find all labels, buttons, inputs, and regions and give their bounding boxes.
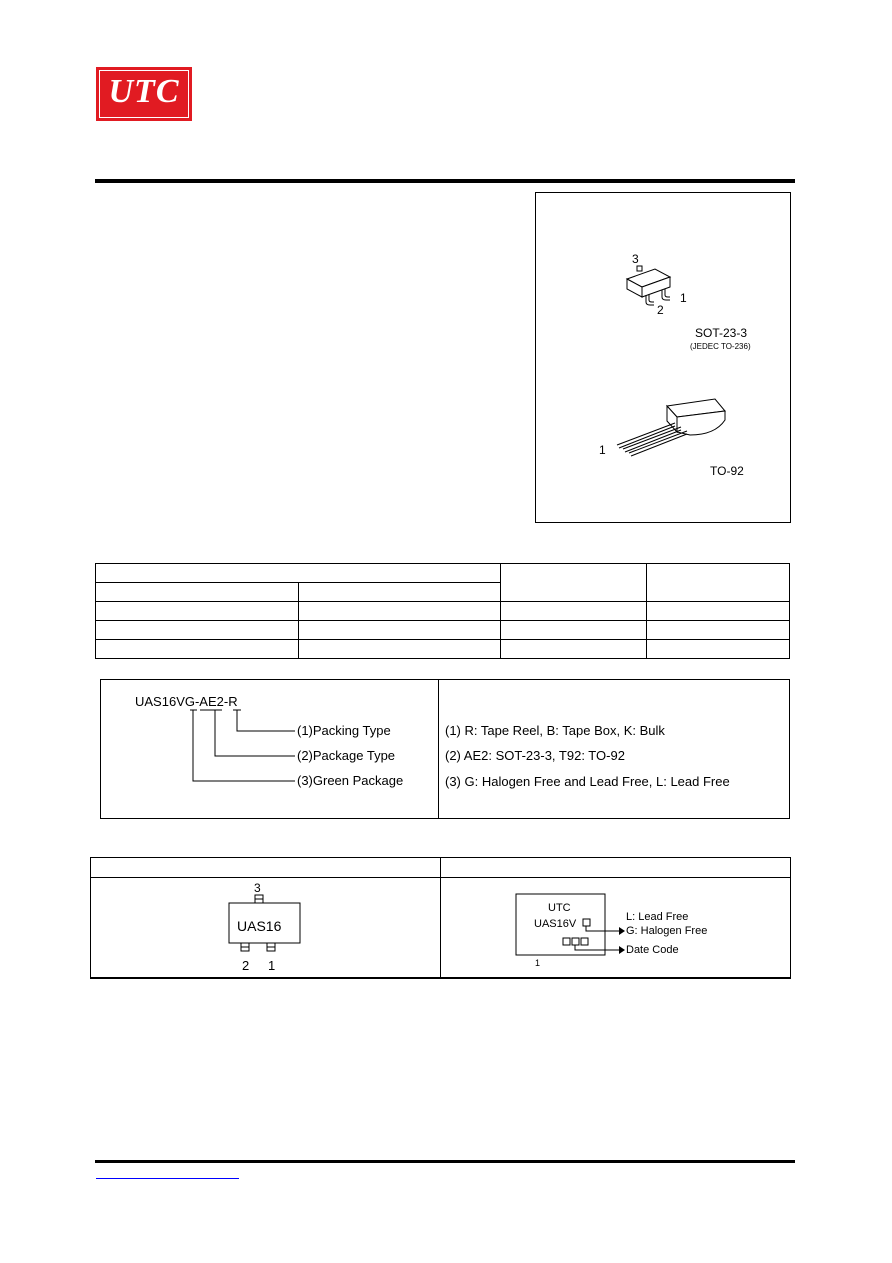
sot23-pin1-label: 1 <box>680 291 687 305</box>
table-cell <box>501 602 646 621</box>
legend-lead-free: L: Lead Free <box>626 911 689 923</box>
table-cell <box>96 564 501 583</box>
sot23-package-subtitle: (JEDEC TO-236) <box>690 342 751 351</box>
part-note-3: (3) G: Halogen Free and Lead Free, L: Lead Free <box>445 774 730 789</box>
table-cell <box>96 640 299 659</box>
table-cell <box>646 640 789 659</box>
table-cell <box>501 640 646 659</box>
to92-pin1-label: 1 <box>599 443 606 457</box>
marking-divider <box>440 857 441 979</box>
mark-to92-line1: UTC <box>548 902 571 914</box>
sot23-package-name: SOT-23-3 <box>695 326 748 340</box>
part-label-1: (1)Packing Type <box>297 723 391 738</box>
table-cell <box>96 621 299 640</box>
footer-link-underline[interactable] <box>96 1178 239 1179</box>
part-note-1: (1) R: Tape Reel, B: Tape Box, K: Bulk <box>445 723 665 738</box>
table-cell <box>299 602 501 621</box>
table-cell <box>96 583 299 602</box>
ordering-table <box>95 563 790 659</box>
package-box <box>535 192 791 523</box>
mark-to92-pin1: 1 <box>535 958 541 968</box>
table-cell <box>646 621 789 640</box>
mark-sot23-chip-text: UAS16 <box>237 918 282 934</box>
sot23-pin2-label: 2 <box>657 303 664 317</box>
table-row <box>96 602 790 621</box>
table-cell <box>646 602 789 621</box>
footer-rule <box>95 1160 795 1163</box>
mark-sot23-pin2: 2 <box>242 958 250 973</box>
table-cell <box>646 564 789 602</box>
legend-halogen-free: G: Halogen Free <box>626 925 708 937</box>
table-cell <box>501 621 646 640</box>
table-cell <box>501 564 646 602</box>
mark-sot23-pin3: 3 <box>254 881 261 895</box>
table-row <box>96 621 790 640</box>
to92-package-name: TO-92 <box>710 464 744 478</box>
sot23-pin3-label: 3 <box>632 252 639 266</box>
header-rule <box>95 179 795 183</box>
sot23-package-icon <box>610 255 700 320</box>
table-cell <box>96 602 299 621</box>
mark-to92-line2: UAS16V <box>534 918 577 930</box>
table-cell <box>299 583 501 602</box>
table-cell <box>299 640 501 659</box>
table-row <box>96 640 790 659</box>
table-row <box>96 564 790 583</box>
mark-sot23-pin1: 1 <box>268 958 276 973</box>
part-note-2: (2) AE2: SOT-23-3, T92: TO-92 <box>445 748 625 763</box>
legend-date-code: Date Code <box>626 944 679 956</box>
part-number-divider <box>438 679 439 819</box>
utc-logo <box>96 67 192 121</box>
part-label-3: (3)Green Package <box>297 773 404 788</box>
table-cell <box>299 621 501 640</box>
logo-text: UTC <box>108 73 180 110</box>
to92-package-icon <box>605 395 735 460</box>
part-label-2: (2)Package Type <box>297 748 396 763</box>
part-number-code: UAS16VG-AE2-R <box>135 694 238 709</box>
